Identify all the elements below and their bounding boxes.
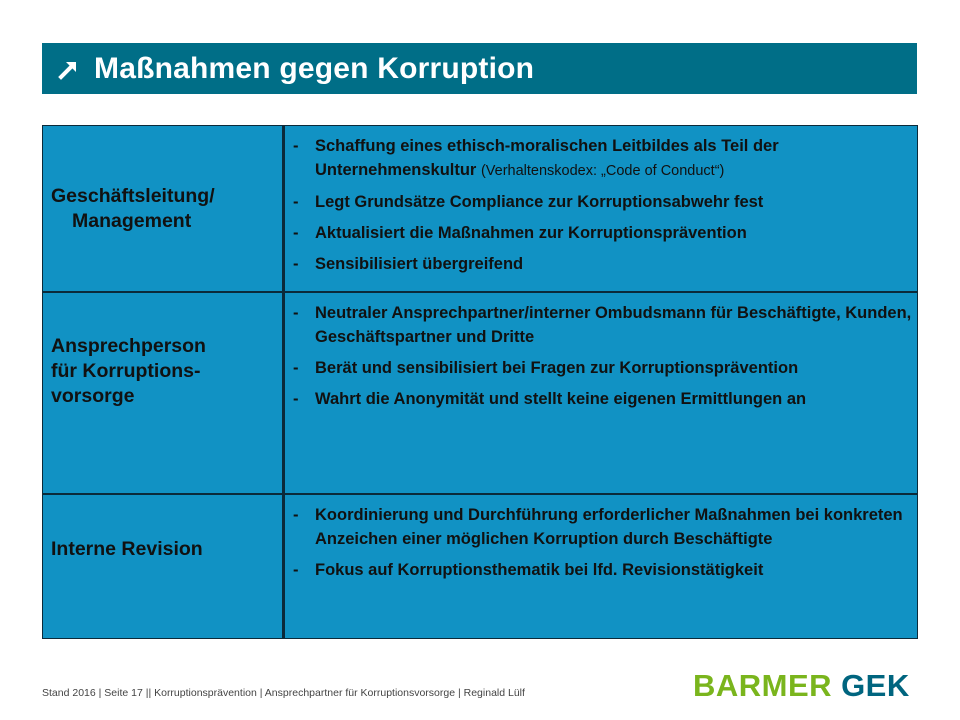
- list-item: [291, 503, 917, 551]
- list-item: [291, 387, 917, 411]
- dash-bullet: -: [293, 224, 299, 242]
- item-text: Aktualisiert die Maßnahmen zur Korruptionsprävention: [315, 224, 747, 242]
- table-row-contact-person: [42, 292, 918, 494]
- measures-table: [42, 125, 918, 639]
- item-text: Koordinierung und Durchführung erforderlicher Maßnahmen bei konkreten Anzeichen einer möglichen Korruption durch Beschäftigte: [315, 506, 903, 548]
- footer-text: Stand 2016 | Seite 17 || Korruptionsprävention | Ansprechpartner für Korruptionsvorsorge | Reginald Lülf: [42, 687, 525, 699]
- barmer-gek-logo: [693, 668, 910, 704]
- logo-part-gek: GEK: [841, 668, 910, 703]
- label-line: Ansprechperson: [51, 335, 206, 357]
- row-label-internal-audit: [42, 494, 283, 639]
- row-content-contact-person: [283, 292, 918, 494]
- dash-bullet: -: [293, 506, 299, 524]
- dash-bullet: -: [293, 390, 299, 408]
- dash-bullet: -: [293, 359, 299, 377]
- item-text: Sensibilisiert übergreifend: [315, 255, 524, 273]
- list-item: [291, 134, 917, 183]
- row-label-contact-person: [42, 292, 283, 494]
- dash-bullet: -: [293, 561, 299, 579]
- item-text: Schaffung eines ethisch-moralischen Leitbildes als Teil der Unternehmenskultur: [315, 137, 779, 179]
- list-item: [291, 252, 917, 276]
- label-line: vorsorge: [51, 385, 135, 407]
- table-row-internal-audit: [42, 494, 918, 639]
- logo-part-barmer: BARMER: [693, 668, 833, 703]
- item-text: Legt Grundsätze Compliance zur Korruptionsabwehr fest: [315, 193, 764, 211]
- row-content-management: [283, 125, 918, 292]
- dash-bullet: -: [293, 193, 299, 211]
- item-text: Fokus auf Korruptionsthematik bei lfd. Revisionstätigkeit: [315, 561, 764, 579]
- label-line: für Korruptions-: [51, 360, 201, 382]
- title-bar: [42, 43, 917, 94]
- arrow-up-right-icon: [58, 58, 80, 80]
- dash-bullet: -: [293, 137, 299, 155]
- list-item: [291, 221, 917, 245]
- item-note: (Verhaltenskodex: „Code of Conduct“): [480, 163, 725, 179]
- list-item: [291, 301, 917, 349]
- item-text: Neutraler Ansprechpartner/interner Ombudsmann für Beschäftigte, Kunden, Geschäftspartner und Dritte: [315, 304, 912, 346]
- dash-bullet: -: [293, 304, 299, 322]
- label-line: Management: [72, 209, 192, 232]
- page-title: Maßnahmen gegen Korruption: [94, 51, 535, 85]
- list-item: [291, 558, 917, 582]
- row-label-management: [42, 125, 283, 292]
- table-row-management: [42, 125, 918, 292]
- dash-bullet: -: [293, 255, 299, 273]
- label-line: Geschäftsleitung/: [51, 184, 215, 207]
- list-item: [291, 190, 917, 214]
- item-text: Wahrt die Anonymität und stellt keine eigenen Ermittlungen an: [315, 390, 807, 408]
- item-text: Berät und sensibilisiert bei Fragen zur Korruptionsprävention: [315, 359, 799, 377]
- label-line: Interne Revision: [51, 538, 203, 560]
- row-content-internal-audit: [283, 494, 918, 639]
- list-item: [291, 356, 917, 380]
